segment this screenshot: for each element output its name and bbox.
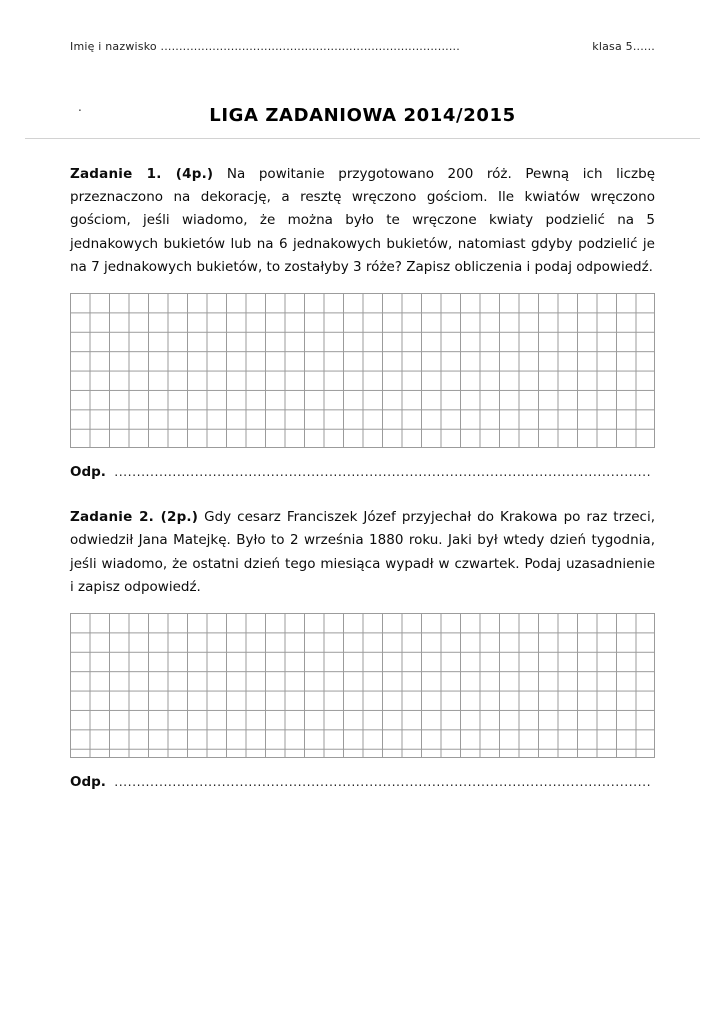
task-2-section <box>70 506 655 790</box>
class-field-label: klasa 5...... <box>592 40 655 53</box>
title-divider <box>25 138 700 139</box>
header <box>70 40 655 53</box>
page-title: LIGA ZADANIOWA 2014/2015 <box>209 105 516 126</box>
task-1-body: Na powitanie przygotowano 200 róż. Pewną ich liczbę przeznaczono na dekorację, a resztę wręczono gościom. Ile kwiatów wręczono gościom, jeśli wiadomo, że można było te wręczone kwiaty podzielić na 5 jednakowych bukietów lub na 6 jednakowych bukietów, natomiast gdyby podzielić je na 7 jednakowych bukietów, to zostałyby 3 róże? Zapisz obliczenia i podaj odpowiedź. <box>70 166 655 275</box>
task-1-label: Zadanie 1. (4p.) <box>70 166 214 182</box>
task-2-answer-label: Odp. <box>70 773 106 790</box>
name-field-label: Imię i nazwisko ................................................................................. <box>70 40 460 53</box>
task-2-body: Gdy cesarz Franciszek Józef przyjechał do Krakowa po raz trzeci, odwiedził Jana Matejkę. Było to 2 września 1880 roku. Jaki był wtedy dzień tygodnia, jeśli wiadomo, że ostatni dzień tego miesiąca wypadł w czwartek. Podaj uzasadnienie i zapisz odpowiedź. <box>70 509 656 595</box>
task-2-answer-dots: ........................................................................................................................ <box>114 773 652 789</box>
stray-dot: . <box>78 100 82 114</box>
task-1-answer-grid <box>70 293 655 448</box>
task-1-section <box>70 163 655 480</box>
task-2-answer-line <box>70 774 655 790</box>
task-2-label: Zadanie 2. (2p.) <box>70 509 199 526</box>
task-2-answer-grid <box>70 613 655 758</box>
task-2-text <box>70 506 655 599</box>
task-1-answer-line <box>70 464 655 480</box>
task-1-answer-dots: ........................................................................................................................ <box>114 464 652 480</box>
task-1-answer-label: Odp. <box>70 464 106 481</box>
task-1-text <box>70 163 655 279</box>
